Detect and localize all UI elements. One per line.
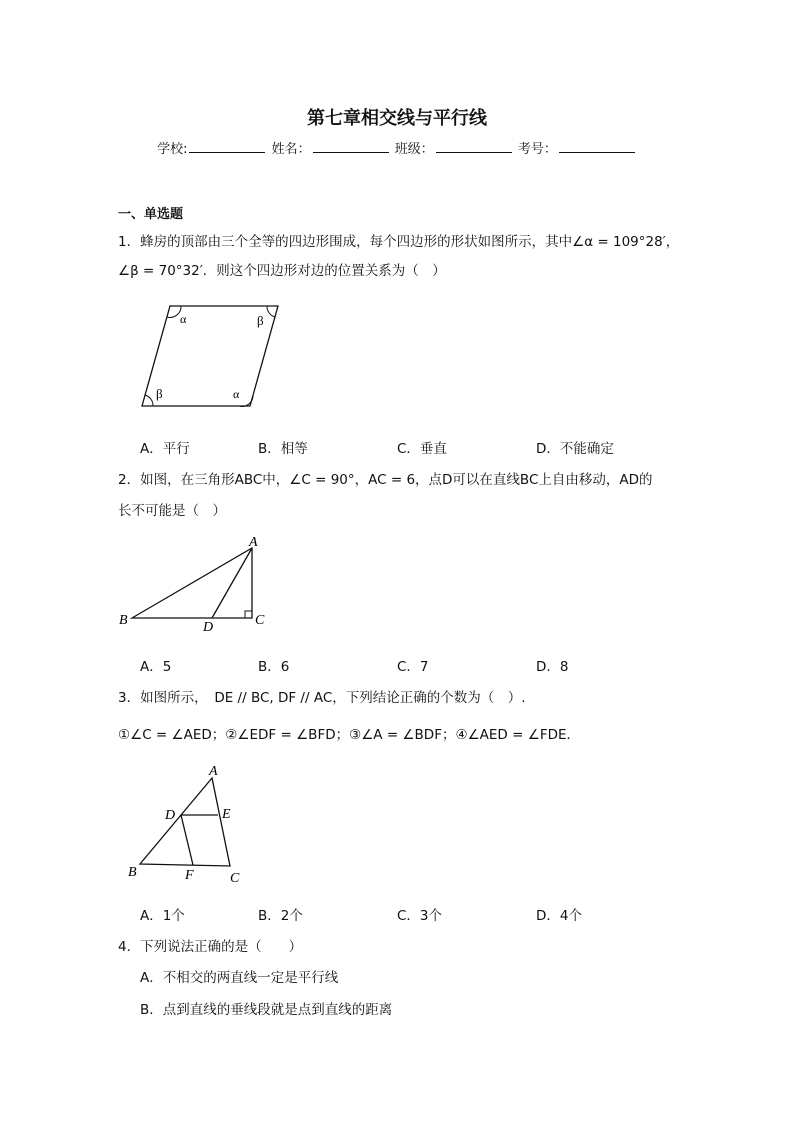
- q1-line1: 1．蜂房的顶部由三个全等的四边形围成，每个四边形的形状如图所示，其中∠α = 109°28′，: [118, 234, 680, 250]
- name-blank: [313, 140, 389, 153]
- student-info-line: [0, 138, 794, 157]
- name-label: 姓名：: [271, 142, 311, 157]
- section-heading: 一、单选题: [118, 207, 184, 222]
- q2-label-a: A: [249, 535, 258, 550]
- q3-option-c[interactable]: C．3个: [397, 908, 443, 924]
- q3-label-c: C: [230, 871, 240, 886]
- school-blank: [189, 140, 265, 153]
- q1-label-beta-bottom: β: [156, 386, 163, 401]
- q2-option-d[interactable]: D．8: [536, 659, 569, 675]
- q1-label-alpha-top: α: [180, 312, 187, 326]
- q1-label-alpha-bottom: α: [233, 387, 240, 401]
- q3-line1: 3．如图所示， DE // BC, DF // AC，下列结论正确的个数为（ ）.: [118, 690, 526, 706]
- q2-label-b: B: [119, 613, 128, 628]
- q3-label-f: F: [185, 868, 194, 883]
- exam-no-label: 考号：: [517, 142, 557, 157]
- q2-segment-ad: [212, 548, 252, 618]
- q3-label-b: B: [128, 865, 137, 880]
- class-label: 班级：: [394, 142, 434, 157]
- q2-line2: 长不可能是（ ）: [118, 503, 226, 519]
- q3-line2: ①∠C = ∠AED；②∠EDF = ∠BFD；③∠A = ∠BDF；④∠AED = ∠FDE．: [118, 727, 581, 743]
- q2-right-angle-mark: [245, 611, 252, 618]
- q3-triangle-abc: [140, 778, 230, 866]
- q1-option-a[interactable]: A．平行: [140, 441, 190, 457]
- q3-option-a[interactable]: A．1个: [140, 908, 185, 924]
- q4-option-a[interactable]: A．不相交的两直线一定是平行线: [140, 970, 339, 986]
- class-blank: [436, 140, 512, 153]
- q3-label-e: E: [222, 807, 231, 822]
- q3-triangle-figure: [122, 760, 252, 888]
- exam-no-blank: [559, 140, 635, 153]
- q2-option-a[interactable]: A．5: [140, 659, 172, 675]
- q3-option-b[interactable]: B．2个: [258, 908, 303, 924]
- school-label: 学校:: [157, 142, 188, 157]
- q2-option-c[interactable]: C．7: [397, 659, 429, 675]
- q2-line1: 2．如图，在三角形ABC中，∠C = 90°，AC = 6，点D可以在直线BC上自由移动，AD的: [118, 472, 653, 488]
- q1-label-beta-top: β: [257, 313, 264, 328]
- q3-segment-df: [181, 815, 193, 865]
- q1-line2: ∠β = 70°32′．则这个四边形对边的位置关系为（ ）: [118, 263, 446, 279]
- q4-line1: 4．下列说法正确的是（ ）: [118, 939, 303, 955]
- q3-option-d[interactable]: D．4个: [536, 908, 582, 924]
- q2-label-c: C: [255, 613, 265, 628]
- q1-parallelogram-figure: [136, 298, 288, 414]
- q2-label-d: D: [203, 620, 214, 635]
- q1-option-b[interactable]: B．相等: [258, 441, 308, 457]
- q4-option-b[interactable]: B．点到直线的垂线段就是点到直线的距离: [140, 1002, 393, 1018]
- q2-triangle-figure: [116, 530, 276, 636]
- q2-triangle-abc: [132, 548, 252, 618]
- q2-option-b[interactable]: B．6: [258, 659, 290, 675]
- q3-label-d: D: [165, 808, 176, 823]
- q1-angle-arc-bl: [145, 395, 153, 406]
- q1-option-d[interactable]: D．不能确定: [536, 441, 614, 457]
- page-title: 第七章相交线与平行线: [307, 108, 487, 129]
- q1-option-c[interactable]: C．垂直: [397, 441, 447, 457]
- q3-label-a: A: [209, 764, 218, 779]
- q1-angle-arc-tr: [267, 306, 275, 317]
